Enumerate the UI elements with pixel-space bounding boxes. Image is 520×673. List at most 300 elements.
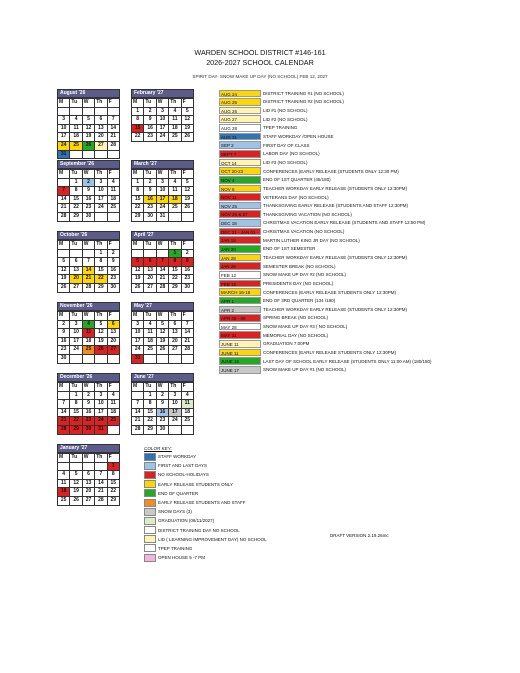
month-calendar	[57, 231, 120, 293]
day-cell: 10	[58, 125, 70, 134]
event-row	[219, 357, 519, 366]
day-cell	[132, 250, 144, 259]
day-cell: 26	[70, 497, 82, 506]
event-description: TEACHER WORKDAY EARLY RELEASE (STUDENTS ONLY 12:30PM)	[263, 185, 408, 191]
day-cell: 11	[169, 187, 181, 196]
day-cell: 16	[157, 409, 169, 418]
day-cell	[95, 108, 107, 117]
weekday-header: F	[108, 454, 120, 463]
weekday-header: Tu	[144, 170, 156, 179]
event-row	[219, 219, 519, 228]
day-cell: 5	[182, 179, 194, 188]
weekday-header: Tu	[144, 312, 156, 321]
event-row	[219, 366, 519, 375]
day-cell: 26	[182, 133, 194, 142]
event-date: NOV 25	[219, 202, 261, 210]
day-cell: 11	[83, 329, 95, 338]
day-cell: 31	[157, 213, 169, 222]
event-date: OCT 20-23	[219, 167, 261, 175]
event-description: MEMORIAL DAY (NO SCHOOL)	[263, 332, 329, 338]
weekday-header: M	[58, 241, 70, 250]
day-cell: 25	[83, 346, 95, 355]
day-cell: 12	[157, 329, 169, 338]
day-cell	[108, 355, 120, 364]
day-cell: 22	[169, 275, 181, 284]
event-description: TEACHER WORKDAY EARLY RELEASE (STUDENTS ONLY 12:30PM)	[263, 306, 408, 312]
day-cell: 29	[108, 497, 120, 506]
day-cell: 3	[95, 392, 107, 401]
day-cell: 13	[144, 267, 156, 276]
month-calendar	[57, 444, 120, 506]
event-description: TPEP TRAINING	[263, 125, 298, 131]
day-cell: 17	[157, 196, 169, 205]
event-description: PRESIDENTS DAY (NO SCHOOL)	[263, 280, 334, 286]
day-cell: 7	[58, 187, 70, 196]
day-cell: 10	[169, 400, 181, 409]
day-cell: 23	[144, 204, 156, 213]
weekday-header: Th	[95, 170, 107, 179]
day-cell: 19	[95, 338, 107, 347]
day-cell: 29	[169, 284, 181, 293]
event-date: DEC 21 - JAN 01	[219, 228, 261, 236]
day-cell: 9	[58, 329, 70, 338]
weekday-header: F	[108, 170, 120, 179]
day-cell: 4	[182, 392, 194, 401]
day-cell: 27	[70, 284, 82, 293]
key-row	[144, 452, 384, 461]
event-row	[219, 167, 519, 176]
day-cell: 20	[70, 275, 82, 284]
day-cell	[58, 463, 70, 472]
month-title: January '27	[57, 444, 120, 453]
key-row	[144, 553, 384, 562]
day-cell	[182, 213, 194, 222]
day-cell: 25	[70, 142, 82, 151]
day-cell: 6	[169, 321, 181, 330]
weekday-header: F	[108, 241, 120, 250]
day-cell: 16	[144, 125, 156, 134]
day-cell: 11	[108, 400, 120, 409]
day-cell: 7	[83, 258, 95, 267]
day-cell: 15	[132, 125, 144, 134]
day-cell: 24	[132, 346, 144, 355]
day-cell: 22	[70, 204, 82, 213]
day-cell: 25	[169, 204, 181, 213]
event-row	[219, 201, 519, 210]
day-cell: 7	[95, 471, 107, 480]
day-cell: 20	[144, 275, 156, 284]
day-cell: 21	[83, 275, 95, 284]
day-cell: 11	[169, 116, 181, 125]
day-cell: 5	[58, 258, 70, 267]
event-date: MAY 31	[219, 331, 261, 339]
event-description: VETERANS DAY (NO SCHOOL)	[263, 194, 329, 200]
day-cell: 3	[95, 179, 107, 188]
day-cell: 18	[169, 125, 181, 134]
day-cell: 24	[157, 133, 169, 142]
day-cell: 17	[70, 338, 82, 347]
day-cell: 12	[182, 116, 194, 125]
day-cell	[132, 392, 144, 401]
day-cell: 12	[83, 125, 95, 134]
weekday-header: W	[83, 312, 95, 321]
day-cell: 28	[108, 142, 120, 151]
event-row	[219, 305, 519, 314]
month-grid	[131, 311, 194, 364]
day-cell	[70, 463, 82, 472]
day-cell: 11	[108, 187, 120, 196]
day-cell: 19	[58, 275, 70, 284]
month-title: March '27	[131, 160, 194, 169]
day-cell: 12	[70, 480, 82, 489]
day-cell: 29	[70, 213, 82, 222]
event-date: AUG 28	[219, 124, 261, 132]
event-row	[219, 236, 519, 245]
event-description: SNOW MAKE UP DAY #1 (NO SCHOOL)	[263, 367, 347, 373]
month-title: February '27	[131, 89, 194, 98]
day-cell: 4	[108, 179, 120, 188]
day-cell: 25	[108, 204, 120, 213]
event-date: NOV 26 & 27	[219, 210, 261, 218]
day-cell: 3	[157, 179, 169, 188]
day-cell: 30	[83, 426, 95, 435]
day-cell: 7	[132, 400, 144, 409]
event-row	[219, 322, 519, 331]
day-cell: 9	[144, 116, 156, 125]
day-cell: 15	[108, 480, 120, 489]
key-swatch	[144, 554, 156, 562]
day-cell: 30	[157, 426, 169, 435]
event-date: AUG 24	[219, 90, 261, 98]
day-cell: 17	[157, 125, 169, 134]
month-grid	[57, 382, 120, 435]
day-cell	[169, 355, 181, 364]
key-row	[144, 544, 384, 553]
day-cell: 30	[144, 213, 156, 222]
event-row	[219, 331, 519, 340]
day-cell: 23	[58, 346, 70, 355]
key-row	[144, 498, 384, 507]
day-cell: 6	[144, 258, 156, 267]
day-cell: 16	[83, 196, 95, 205]
day-cell: 8	[144, 400, 156, 409]
event-row	[219, 184, 519, 193]
key-label: FIRST AND LAST DAYS	[158, 463, 208, 469]
weekday-header: F	[182, 99, 194, 108]
weekday-header: M	[132, 170, 144, 179]
day-cell: 19	[132, 275, 144, 284]
day-cell: 11	[182, 400, 194, 409]
event-date: JUNE 11	[219, 349, 261, 357]
weekday-header: M	[58, 454, 70, 463]
weekday-header: M	[58, 312, 70, 321]
day-cell: 2	[58, 321, 70, 330]
month-grid	[57, 98, 120, 159]
day-cell: 21	[132, 417, 144, 426]
day-cell: 8	[95, 258, 107, 267]
day-cell: 18	[108, 196, 120, 205]
day-cell: 28	[157, 284, 169, 293]
day-cell	[95, 463, 107, 472]
event-description: DISTRICT TRAINING #2 (NO SCHOOL)	[263, 99, 344, 105]
day-cell: 19	[157, 338, 169, 347]
day-cell	[70, 151, 82, 160]
day-cell: 23	[108, 275, 120, 284]
weekday-header: F	[182, 241, 194, 250]
day-cell: 20	[95, 133, 107, 142]
event-date: DEC 18	[219, 219, 261, 227]
day-cell	[70, 355, 82, 364]
day-cell	[83, 151, 95, 160]
event-description: CONFERENCES (EARLY RELEASE (STUDENTS ONLY 12:30 PM)	[263, 168, 399, 174]
day-cell: 1	[70, 392, 82, 401]
weekday-header: W	[83, 241, 95, 250]
day-cell	[108, 151, 120, 160]
day-cell: 1	[132, 179, 144, 188]
day-cell: 12	[58, 267, 70, 276]
event-row	[219, 149, 519, 158]
day-cell: 10	[132, 329, 144, 338]
event-date: MARCH 16-18	[219, 288, 261, 296]
event-date: FEB 12	[219, 271, 261, 279]
day-cell	[182, 426, 194, 435]
key-swatch	[144, 535, 156, 543]
day-cell: 2	[108, 250, 120, 259]
event-date: JAN 18	[219, 236, 261, 244]
day-cell	[169, 426, 181, 435]
day-cell: 4	[169, 179, 181, 188]
weekday-header: W	[83, 454, 95, 463]
day-cell: 31	[132, 355, 144, 364]
day-cell: 18	[83, 338, 95, 347]
day-cell: 30	[83, 213, 95, 222]
day-cell	[58, 392, 70, 401]
day-cell: 24	[95, 204, 107, 213]
day-cell: 14	[157, 267, 169, 276]
day-cell	[58, 250, 70, 259]
weekday-header: Tu	[144, 241, 156, 250]
event-row	[219, 314, 519, 323]
day-cell: 30	[58, 355, 70, 364]
event-date: JUNE 17	[219, 366, 261, 374]
day-cell: 17	[169, 409, 181, 418]
day-cell	[144, 250, 156, 259]
day-cell: 15	[70, 196, 82, 205]
key-swatch	[144, 508, 156, 516]
weekday-header: M	[132, 383, 144, 392]
event-row	[219, 288, 519, 297]
month-calendar	[131, 373, 194, 435]
day-cell: 30	[108, 284, 120, 293]
event-description: GRADUATION 7:00PM	[263, 341, 310, 347]
event-date: AUG 25	[219, 98, 261, 106]
day-cell: 14	[108, 125, 120, 134]
day-cell: 9	[144, 187, 156, 196]
event-date: APR 2	[219, 306, 261, 314]
day-cell: 23	[157, 417, 169, 426]
day-cell: 25	[58, 497, 70, 506]
day-cell: 9	[182, 258, 194, 267]
day-cell: 21	[182, 338, 194, 347]
day-cell	[182, 355, 194, 364]
event-date: OCT 14	[219, 159, 261, 167]
weekday-header: Tu	[70, 312, 82, 321]
color-key-title: COLOR KEY:	[144, 446, 172, 451]
weekday-header: W	[157, 312, 169, 321]
weekday-header: F	[108, 383, 120, 392]
month-grid	[131, 382, 194, 435]
day-cell	[108, 426, 120, 435]
event-description: LID #3 (NO SCHOOL)	[263, 159, 308, 165]
day-cell: 10	[95, 400, 107, 409]
event-row	[219, 98, 519, 107]
day-cell: 22	[132, 133, 144, 142]
day-cell: 8	[70, 400, 82, 409]
event-row	[219, 193, 519, 202]
event-description: LID #2 (NO SCHOOL)	[263, 116, 308, 122]
day-cell: 4	[83, 321, 95, 330]
day-cell: 2	[83, 392, 95, 401]
event-description: END OF 3RD QUARTER (134 /180)	[263, 298, 336, 304]
event-row	[219, 227, 519, 236]
day-cell: 18	[144, 338, 156, 347]
day-cell: 22	[144, 417, 156, 426]
day-cell: 14	[58, 409, 70, 418]
weekday-header: Th	[95, 99, 107, 108]
day-cell: 27	[144, 284, 156, 293]
event-row	[219, 270, 519, 279]
event-description: DISTRICT TRAINING #1 (NO SCHOOL)	[263, 90, 344, 96]
day-cell: 22	[95, 275, 107, 284]
day-cell: 23	[144, 133, 156, 142]
weekday-header: Tu	[144, 99, 156, 108]
day-cell: 26	[157, 346, 169, 355]
weekday-header: W	[157, 383, 169, 392]
day-cell: 21	[108, 133, 120, 142]
day-cell: 10	[157, 187, 169, 196]
key-swatch	[144, 517, 156, 525]
day-cell: 19	[182, 125, 194, 134]
spirit-day-note: SPIRIT DAY- SNOW MAKE UP DAY (NO SCHOOL) FEB 12, 2027	[192, 74, 328, 79]
day-cell: 6	[70, 258, 82, 267]
day-cell: 3	[70, 321, 82, 330]
event-row	[219, 158, 519, 167]
day-cell: 15	[70, 409, 82, 418]
event-date: AUG 31	[219, 133, 261, 141]
day-cell: 4	[58, 471, 70, 480]
day-cell: 18	[58, 488, 70, 497]
day-cell: 16	[182, 267, 194, 276]
month-title: April '27	[131, 231, 194, 240]
month-title: November '26	[57, 302, 120, 311]
weekday-header: W	[157, 99, 169, 108]
day-cell: 13	[169, 329, 181, 338]
day-cell: 27	[83, 497, 95, 506]
event-description: CONFERENCES (EARLY RELEASE STUDENTS ONLY 12:30PM)	[263, 289, 396, 295]
event-row	[219, 210, 519, 219]
weekday-header: Th	[95, 454, 107, 463]
day-cell: 2	[144, 179, 156, 188]
day-cell: 6	[95, 116, 107, 125]
month-calendar	[57, 302, 120, 364]
event-row	[219, 348, 519, 357]
day-cell: 27	[95, 142, 107, 151]
day-cell: 25	[182, 417, 194, 426]
weekday-header: Tu	[70, 170, 82, 179]
event-date: FEB 15	[219, 280, 261, 288]
weekday-header: Tu	[70, 99, 82, 108]
day-cell: 1	[144, 392, 156, 401]
weekday-header: W	[83, 99, 95, 108]
key-swatch	[144, 453, 156, 461]
event-list	[219, 89, 519, 374]
day-cell	[83, 108, 95, 117]
event-row	[219, 245, 519, 254]
weekday-header: M	[132, 99, 144, 108]
event-date: JUNE 11	[219, 340, 261, 348]
day-cell: 20	[83, 488, 95, 497]
event-date: NOV 11	[219, 193, 261, 201]
key-row	[144, 461, 384, 470]
day-cell: 4	[70, 116, 82, 125]
day-cell: 21	[58, 204, 70, 213]
weekday-header: Tu	[70, 383, 82, 392]
day-cell: 5	[83, 116, 95, 125]
weekday-header: Th	[95, 383, 107, 392]
key-label: END OF QUARTER	[158, 490, 199, 496]
key-label: EARLY RELEASE STUDENTS ONLY	[158, 481, 234, 487]
month-grid	[57, 453, 120, 506]
event-date: SEP 2	[219, 141, 261, 149]
color-key	[144, 445, 384, 562]
day-cell: 16	[108, 267, 120, 276]
day-cell: 8	[108, 471, 120, 480]
day-cell: 28	[58, 213, 70, 222]
event-description: LABOR DAY (NO SCHOOL)	[263, 151, 320, 157]
key-swatch	[144, 471, 156, 479]
month-grid	[131, 98, 194, 142]
event-description: LAST DAY OF SCHOOL EARLY RELEASE (STUDENTS ONLY 11:00 AM) (180/180)	[263, 358, 432, 364]
day-cell: 19	[182, 196, 194, 205]
day-cell: 2	[182, 250, 194, 259]
event-row	[219, 124, 519, 133]
day-cell	[157, 355, 169, 364]
day-cell	[70, 108, 82, 117]
day-cell: 28	[95, 497, 107, 506]
month-calendar	[57, 373, 120, 435]
key-row	[144, 480, 384, 489]
key-label: LID ( LEARNING IMPROVEMENT DAY) NO SCHOOL	[158, 536, 267, 542]
event-description: THANKSGIVING EARLY RELEASE (STUDENTS AND STAFF 12:30PM)	[263, 203, 409, 209]
key-label: EARLY RELEASE STUDENTS AND STAFF	[158, 500, 246, 506]
month-calendar	[131, 160, 194, 222]
day-cell: 25	[169, 133, 181, 142]
day-cell: 17	[95, 196, 107, 205]
day-cell: 1	[169, 250, 181, 259]
month-title: September '26	[57, 160, 120, 169]
day-cell: 10	[95, 187, 107, 196]
day-cell: 28	[83, 284, 95, 293]
event-date: JAN 20	[219, 245, 261, 253]
key-swatch	[144, 480, 156, 488]
key-label: TPEP TRAINING	[158, 545, 193, 551]
day-cell	[58, 108, 70, 117]
event-row	[219, 89, 519, 98]
weekday-header: F	[182, 383, 194, 392]
day-cell: 9	[83, 187, 95, 196]
day-cell: 26	[83, 142, 95, 151]
key-row	[144, 516, 384, 525]
